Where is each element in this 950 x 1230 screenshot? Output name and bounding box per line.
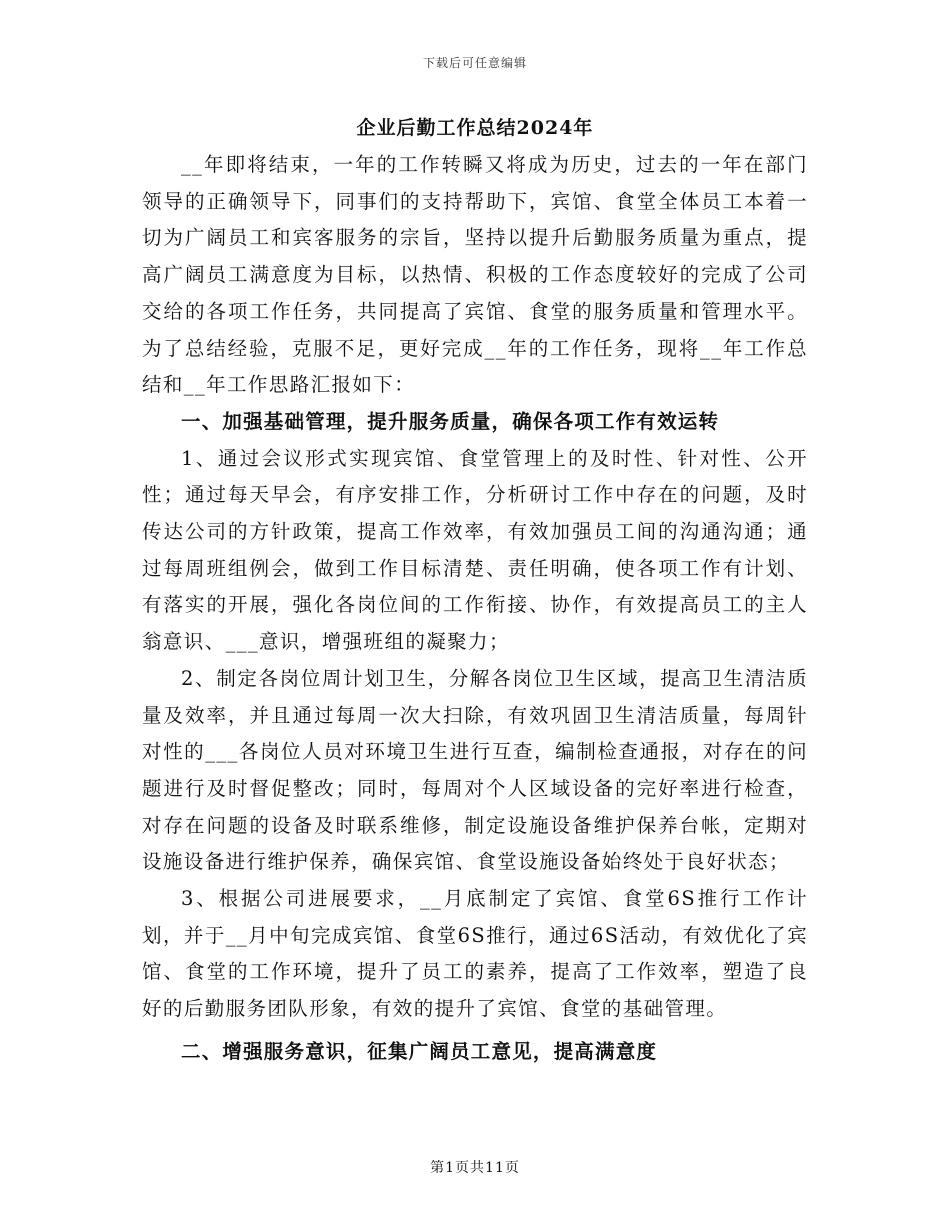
intro-paragraph: __年即将结束，一年的工作转瞬又将成为历史，过去的一年在部门领导的正确领导下，同事们的支持帮助下，宾馆、食堂全体员工本着一切为广阔员工和宾客服务的宗旨，坚持以提升后勤服务质量为重点，提高广阔员工满意度为目标，以热情、积极的工作态度较好的完成了公司交给的各项工作任务，共同提高了宾馆、食堂的服务质量和管理水平。为了总结经验，克服不足，更好完成__年的工作任务，现将__年工作总结和__年工作思路汇报如下： [142,153,808,397]
list-item-1: 1、通过会议形式实现宾馆、食堂管理上的及时性、针对性、公开性；通过每天早会，有序安排工作，分析研讨工作中存在的问题，及时传达公司的方针政策，提高工作效率，有效加强员工间的沟通沟通；通过每周班组例会，做到工作目标清楚、责任明确，使各项工作有计划、有落实的开展，强化各岗位间的工作衔接、协作，有效提高员工的主人翁意识、___意识，增强班组的凝聚力； [142,446,808,654]
document-title: 企业后勤工作总结2024年 [356,117,594,139]
list-item-2: 2、制定各岗位周计划卫生，分解各岗位卫生区域，提高卫生清洁质量及效率，并且通过每周一次大扫除，有效巩固卫生清洁质量，每周针对性的___各岗位人员对环境卫生进行互查，编制检查通报，对存在的问题进行及时督促整改；同时，每周对个人区域设备的完好率进行检查，对存在问题的设备及时联系维修，制定设施设备维护保养台帐，定期对设施设备进行维护保养，确保宾馆、食堂设施设备始终处于良好状态； [142,666,808,874]
list-item-3: 3、根据公司进展要求，__月底制定了宾馆、食堂6S推行工作计划，并于__月中旬完成宾馆、食堂6S推行，通过6S活动，有效优化了宾馆、食堂的工作环境，提升了员工的素养，提高了工作效率，塑造了良好的后勤服务团队形象，有效的提升了宾馆、食堂的基础管理。 [142,887,808,1021]
section-heading-2: 二、增强服务意识，征集广阔员工意见，提高满意度 [181,1039,658,1063]
document-body [142,147,808,1071]
page-footer: 第1页共11页 [430,1160,520,1176]
header-note: 下载后可任意编辑 [422,56,527,70]
section-heading-1: 一、加强基础管理，提升服务质量，确保各项工作有效运转 [181,409,720,433]
